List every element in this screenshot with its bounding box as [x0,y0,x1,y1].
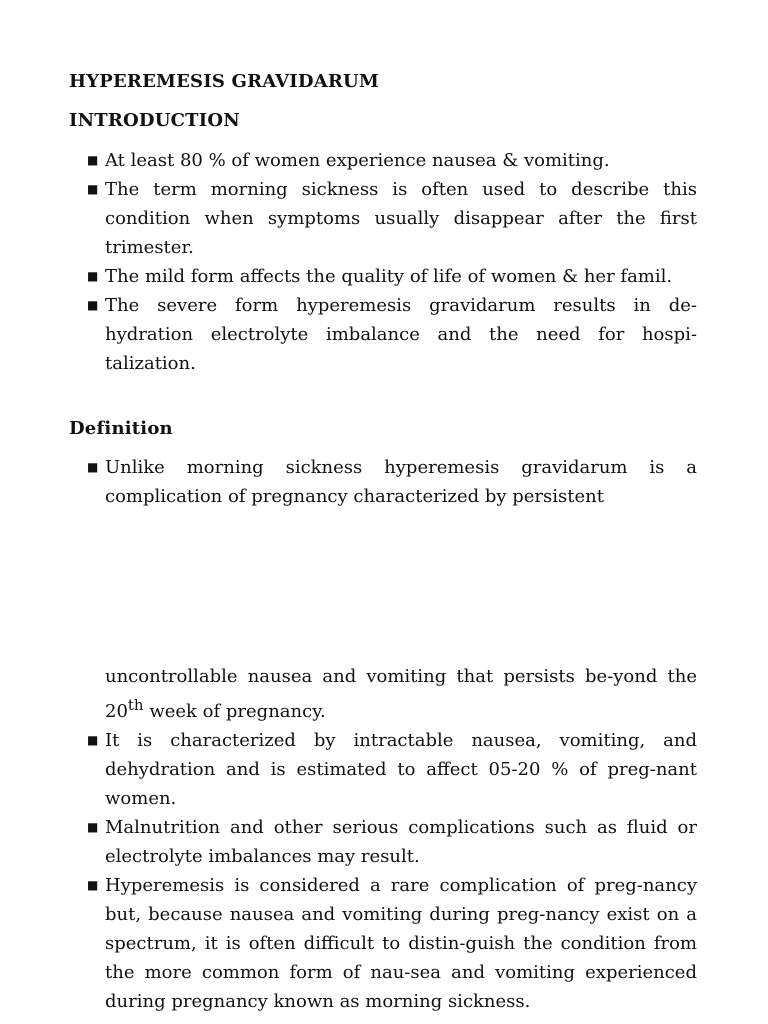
list-item-continuation [87,662,697,726]
list-item-text: Unlike morning sickness hyperemesis gravidarum is a complication of pregnancy characterized by persistent [105,457,697,507]
introduction-list [87,146,697,378]
definition-heading: Definition [69,418,173,439]
bullet-square-icon: ■ [87,878,99,892]
list-item [87,726,697,813]
list-item [87,813,697,871]
ordinal-suffix: th [127,696,144,714]
list-item-text: The term morning sickness is often used to describe this condition when symptoms usually disappear after the first trimester. [105,179,697,258]
list-item [87,146,697,175]
introduction-heading: INTRODUCTION [69,110,240,131]
bullet-square-icon: ■ [87,153,99,167]
list-item [87,291,697,378]
bullet-square-icon: ■ [87,733,99,747]
list-item [87,871,697,1016]
list-item-text: The severe form hyperemesis gravidarum results in de-hydration electrolyte imbalance and the need for hospi-talization. [105,295,697,374]
definition-bullets [87,726,697,1016]
definition-list-part-1 [87,453,697,511]
list-item-text: Hyperemesis is considered a rare complication of preg-nancy but, because nausea and vomiting during preg-nancy exist on a spectrum, it is often difficult to distin-guish the condition from the more common form of nau-sea and vomiting experienced during pregnancy known as morning sickness. [105,875,697,1012]
bullet-square-icon: ■ [87,182,99,196]
list-item-text: The mild form affects the quality of life of women & her famil. [105,266,673,287]
definition-list-part-2 [87,662,697,1016]
list-item-text: At least 80 % of women experience nausea & vomiting. [105,150,610,171]
list-item [87,453,697,511]
list-item-text: It is characterized by intractable nausea, vomiting, and dehydration and is estimated to affect 05-20 % of preg-nant women. [105,730,697,809]
bullet-square-icon: ■ [87,269,99,283]
bullet-square-icon: ■ [87,298,99,312]
document-title: HYPEREMESIS GRAVIDARUM [69,71,380,92]
bullet-square-icon: ■ [87,820,99,834]
list-item [87,262,697,291]
list-item-text: Malnutrition and other serious complications such as fluid or electrolyte imbalances may result. [105,817,697,867]
list-item [87,175,697,262]
bullet-square-icon: ■ [87,460,99,474]
continuation-text-end: week of pregnancy. [143,701,326,722]
continuation-text: uncontrollable nausea and vomiting that persists be-yond the 20 [105,666,697,722]
